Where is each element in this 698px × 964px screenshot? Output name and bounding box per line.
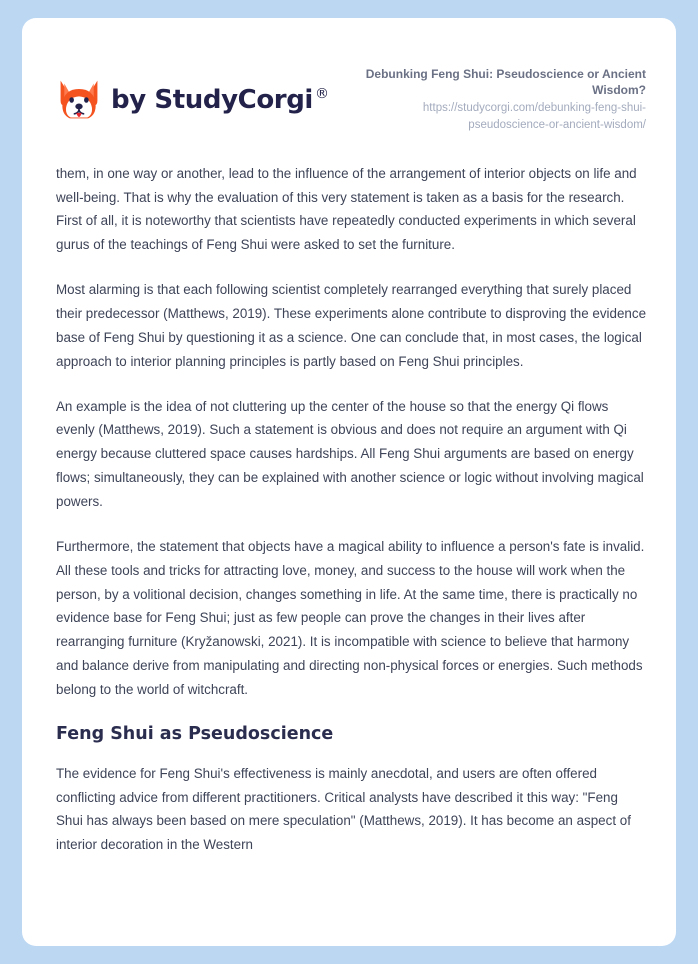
section-heading: Feng Shui as Pseudoscience [56,723,334,744]
document-body [22,134,676,857]
document-title: Debunking Feng Shui: Pseudoscience or Ancient Wisdom? [365,67,646,98]
corgi-face-icon [56,77,102,123]
document-url[interactable]: https://studycorgi.com/debunking-feng-shui-pseudoscience-or-ancient-wisdom/ [422,102,646,132]
registered-trademark-icon: ® [314,86,329,103]
body-paragraph: Most alarming is that each following scientist completely rearranged everything that surely placed their predecessor (Matthews, 2019). These experiments alone contribute to disproving the evidence base of Feng Shui by questioning it as a science. One can conclude that, in most cases, the logical approach to interior planning principles is partly based on Feng Shui principles. [56,282,647,369]
document-header [22,18,676,134]
header-document-meta [329,66,646,134]
body-paragraph: them, in one way or another, lead to the influence of the arrangement of interior objects on life and well-being. That is why the evaluation of this very statement is taken as a basis for the research. First of all, it is noteworthy that scientists have repeatedly conducted experiments in which several gurus of the teachings of Feng Shui were asked to set the furniture. [56,165,637,253]
body-paragraph: The evidence for Feng Shui's effectiveness is mainly anecdotal, and users are often offered conflicting advice from different practitioners. Critical analysts have described it this way: "Feng Shui has always been based on mere speculation" (Matthews, 2019). It has become an aspect of interior decoration in the Western [56,765,631,853]
studycorgi-brand[interactable] [56,77,329,123]
brand-wordmark [111,85,329,115]
body-paragraph: Furthermore, the statement that objects have a magical ability to influence a person's fate is invalid. All these tools and tricks for attracting love, money, and success to the house will work when the person, by a volitional decision, changes something in life. At the same time, there is practically no evidence base for Feng Shui; just as few people can prove the changes in their lives after rearranging furniture (Kryžanowski, 2021). It is incompatible with science to believe that harmony and balance derive from manipulating and directing non-physical forces or energies. Such methods belong to the world of witchcraft. [56,538,645,698]
body-paragraph: An example is the idea of not cluttering up the center of the house so that the energy Qi flows evenly (Matthews, 2019). Such a statement is obvious and does not require an argument with Qi energy because cluttered space causes hardships. All Feng Shui arguments are based on energy flows; simultaneously, they can be explained with another science or logic without involving magical powers. [56,398,644,510]
document-page-sheet [22,18,676,946]
brand-name-text: by StudyCorgi [111,84,313,115]
